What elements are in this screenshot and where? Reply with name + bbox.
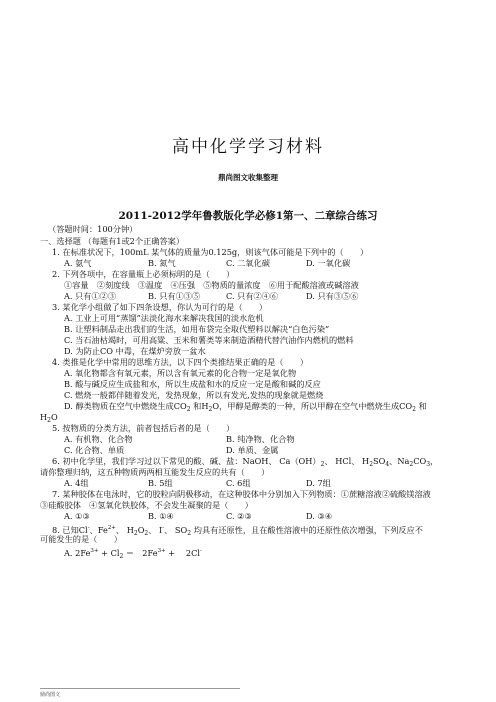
question-7-option-d: D. ③④ bbox=[306, 511, 333, 521]
main-title: 高中化学学习材料 bbox=[172, 137, 324, 157]
text: CO bbox=[413, 456, 427, 466]
superscript: - bbox=[200, 548, 202, 554]
subscript: 2 bbox=[409, 461, 414, 468]
question-8-option-a bbox=[64, 546, 202, 562]
question-7-option-c: C. ②③ bbox=[226, 511, 252, 521]
text: 、 I bbox=[148, 525, 163, 535]
question-7-stem: 7. 某种胶体在电泳时，它的胶粒向阴极移动，在这种胶体中分别加入下列物质：①蔗糖溶液②硫酸镁溶液 bbox=[52, 489, 431, 499]
question-3-option-a: A. 工业上可用“蒸馏”法淡化海水来解决我国的淡水危机 bbox=[64, 313, 264, 323]
question-5-stem: 5. 按物质的分类方法，前者包括后者的是（ ） bbox=[52, 423, 235, 433]
subscript: 2 bbox=[412, 406, 416, 413]
text: 、 HCl、 H bbox=[324, 456, 370, 466]
question-1-option-b: B. 氮气 bbox=[148, 258, 176, 268]
question-1-option-a: A. 氨气 bbox=[64, 258, 92, 268]
subscript: 2 bbox=[47, 417, 51, 424]
footer-divider bbox=[40, 688, 240, 689]
question-3-option-b: B. 让塑料制品走出我们的生活，如用布袋完全取代塑料以解决“白色污染” bbox=[64, 324, 330, 334]
text: ＝ 2Fe bbox=[123, 548, 158, 558]
question-3-stem: 3. 某化学小组做了如下四条设想，你认为可行的是（ ） bbox=[52, 302, 268, 312]
question-1-stem: 1. 在标准状况下，100mL 某气体的质量为0.125g，则该气体可能是下列中的（ ） bbox=[52, 247, 369, 257]
question-2-option-b: B. 只有①③⑤ bbox=[148, 291, 201, 301]
question-1-option-c: C. 二氧化碳 bbox=[226, 258, 270, 268]
text: 、 SO bbox=[164, 525, 188, 535]
subscript: 4 bbox=[385, 461, 390, 468]
question-6-option-d: D. 7组 bbox=[306, 478, 331, 488]
question-3-option-c: C. 当石油枯竭时，可用高粱、玉米和薯类等来制造酒精代替汽油作内燃机的燃料 bbox=[64, 335, 354, 345]
subscript: 2 bbox=[119, 553, 124, 560]
text: + Cl bbox=[98, 548, 120, 558]
question-4-stem: 4. 类推是化学中常用的思维方法，以下四个类推结果正确的是（ ） bbox=[52, 357, 309, 367]
document-title: 2011-2012学年鲁教版化学必修1第一、二章综合练习 bbox=[118, 210, 378, 222]
question-2-option-c: C. 只有②④⑥ bbox=[226, 291, 279, 301]
text: O，甲醇是醇类的一种，所以甲醇在空气中燃烧生成CO bbox=[212, 401, 413, 411]
question-2-option-a: A. 只有①②③ bbox=[64, 291, 117, 301]
text: 6. 初中化学里，我们学习过以下常见的酸、碱、盐：NaOH、 Ca（OH） bbox=[52, 456, 321, 466]
superscript: 2+ bbox=[107, 525, 116, 531]
question-6-option-b: B. 5组 bbox=[148, 478, 173, 488]
text: 和 bbox=[418, 401, 427, 411]
question-7-option-a: A. ①③ bbox=[64, 511, 90, 521]
subtitle: 鼎尚图文收集整理 bbox=[218, 173, 278, 182]
subscript: 3 bbox=[426, 461, 431, 468]
question-6-option-a: A. 4组 bbox=[64, 478, 89, 488]
text: ， bbox=[430, 456, 439, 466]
text: SO bbox=[373, 456, 386, 466]
question-4-option-d bbox=[64, 401, 427, 415]
superscript: 3+ bbox=[157, 548, 166, 554]
time-info: （答题时间：100分钟） bbox=[48, 224, 138, 234]
question-2-stem: 2. 下列各项中，在容量瓶上必须标明的是（ ） bbox=[52, 269, 235, 279]
superscript: 3+ bbox=[90, 548, 99, 554]
question-7-option-b: B. ①④ bbox=[148, 511, 174, 521]
subscript: 2 bbox=[320, 461, 325, 468]
question-5-option-c: C. 化合物、单质 bbox=[64, 445, 125, 455]
question-5-option-a: A. 有机物、化合物 bbox=[64, 434, 133, 444]
subscript: 2 bbox=[369, 461, 374, 468]
text: 均具有还原性，且在酸性溶液中的还原性依次增强，下列反应不 bbox=[193, 525, 423, 535]
question-5-option-b: B. 纯净物、化合物 bbox=[226, 434, 295, 444]
footer-text: 鼎尚图文 bbox=[40, 692, 61, 698]
superscript: - bbox=[162, 525, 165, 531]
subscript: 2 bbox=[187, 530, 192, 537]
text: A. 2Fe bbox=[64, 548, 91, 558]
text: + 2Cl bbox=[165, 548, 201, 558]
question-2-items: ①容量 ②刻度线 ③温度 ④压强 ⑤物质的量浓度 ⑥用于配酸溶液或碱溶液 bbox=[64, 280, 359, 290]
question-6-stem-continued: 请你整理归纳，这五种物质两两相互能发生反应的共有（ ） bbox=[40, 467, 270, 477]
text: H bbox=[40, 412, 48, 422]
question-7-stem-continued: ③硅酸胶体 ④氢氧化铁胶体，不会发生凝聚的是（ ） bbox=[40, 500, 253, 510]
text: 、 H bbox=[115, 525, 134, 535]
section-heading: 一、选择题 （每题有1或2个正确答案） bbox=[40, 236, 185, 246]
text: O bbox=[50, 412, 58, 422]
subscript: 2 bbox=[144, 530, 149, 537]
question-8-stem-continued: 可能发生的是（ ） bbox=[40, 534, 122, 544]
question-4-option-b: B. 酸与碱反应生成盐和水，所以生成盐和水的反应一定是酸和碱的反应 bbox=[64, 379, 321, 389]
question-4-option-a: A. 氧化物都含有氧元素，所以含有氧元素的化合物一定是氧化物 bbox=[64, 368, 297, 378]
question-4-option-c: C. 燃烧一般都伴随着发光，发热现象，所以有发光,发热的现象就是燃烧 bbox=[64, 390, 324, 400]
subscript: 2 bbox=[208, 406, 213, 413]
question-3-option-d: D. 为防止CO 中毒，在煤炉旁放一盆水 bbox=[64, 346, 206, 356]
superscript: - bbox=[87, 525, 90, 531]
text: 和H bbox=[193, 401, 209, 411]
text: 8. 已知Cl bbox=[52, 525, 88, 535]
text: 、Na bbox=[389, 456, 410, 466]
text: 、Fe bbox=[89, 525, 108, 535]
text: D. 醇类物质在空气中燃烧生成CO bbox=[64, 401, 187, 411]
subscript: 2 bbox=[133, 530, 138, 537]
text: O bbox=[137, 525, 145, 535]
question-5-option-d: D. 单质、金属 bbox=[226, 445, 279, 455]
subscript: 2 bbox=[186, 406, 191, 413]
question-1-option-d: D. 一氧化碳 bbox=[306, 258, 351, 268]
question-2-option-d: D. 只有③⑤⑥ bbox=[306, 291, 359, 301]
question-6-option-c: C. 6组 bbox=[226, 478, 251, 488]
